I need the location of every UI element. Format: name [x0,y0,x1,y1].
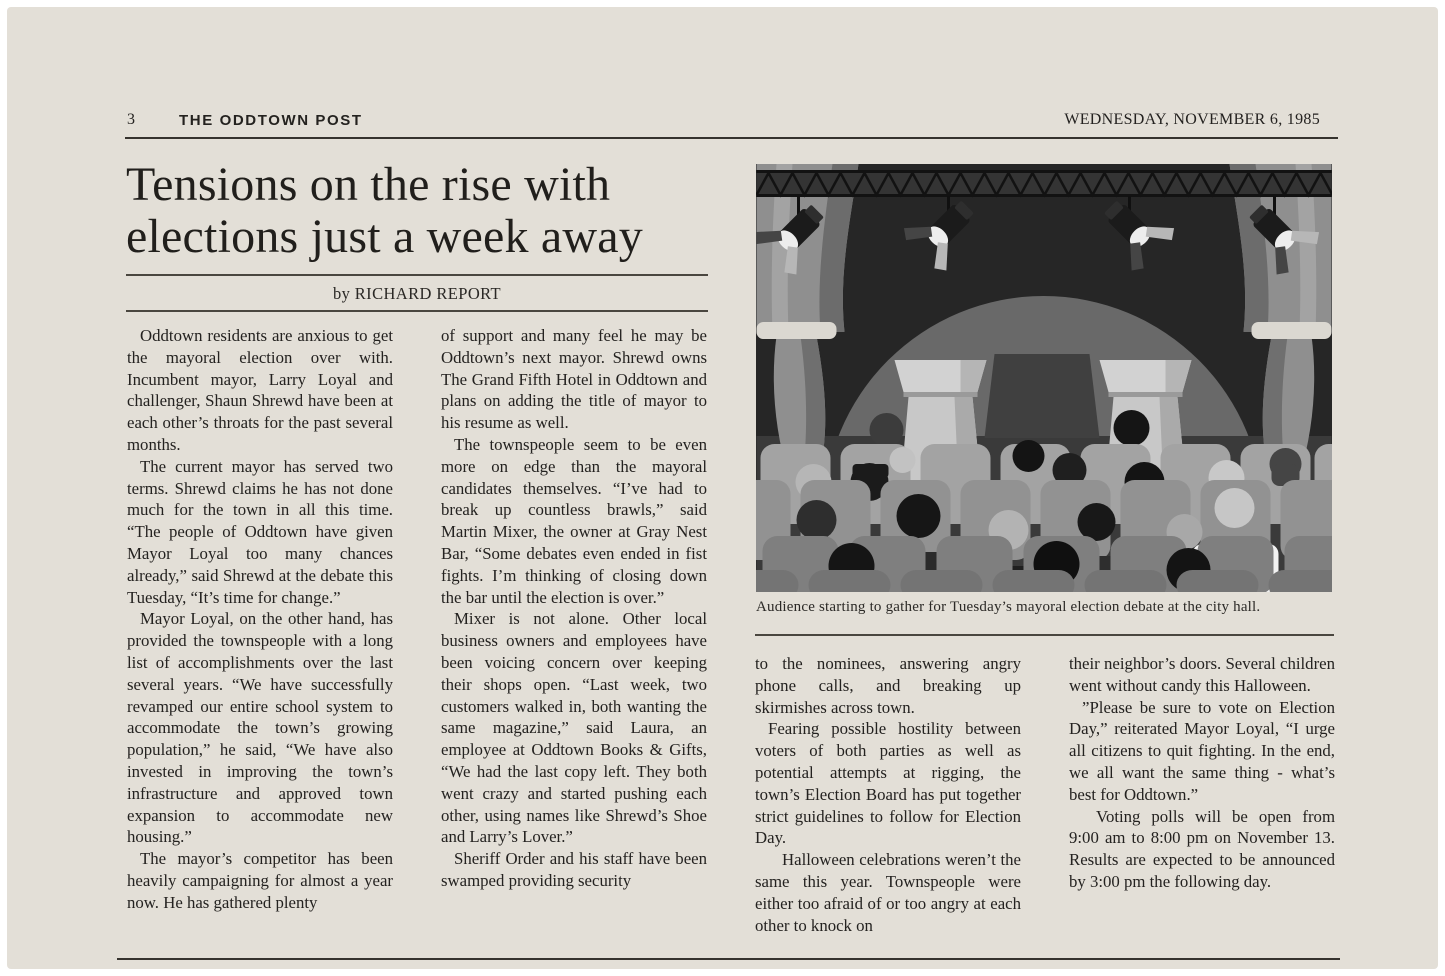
article-column-4 [1069,653,1335,893]
article-headline: Tensions on the rise with elections just a week away [126,158,644,263]
dateline: WEDNESDAY, NOVEMBER 6, 1985 [1064,111,1320,128]
article-paragraph: of support and many feel he may be Oddtown’s next mayor. Shrewd owns The Grand Fifth Hotel in Oddtown and plans on adding the title of mayor to his resume as well. [441,326,707,433]
article-column-3 [755,653,1021,936]
stage-illustration-svg [756,164,1332,592]
figure-caption: Audience starting to gather for Tuesday’s mayoral election debate at the city hall. [756,599,1261,615]
stage-center-shadow [985,354,1100,438]
header-rule [125,137,1338,139]
article-paragraph: The current mayor has served two terms. Shrewd claims he has not done much for the town in all this time. “The people of Oddtown have given Mayor Loyal too many chances already,” said Shrewd at the debate this Tuesday, “It’s time for change.” [127,456,393,607]
article-column-1 [127,325,393,914]
article-paragraph: Mixer is not alone. Other local business owners and employees have been voicing concern over keeping their shops open. “Last week, two customers walked in, both wanting the same magazine,” said Laura, an employee at Oddtown Books & Gifts, “We had the last copy left. They both went crazy and started pushing each other, using names like Shrewd’s Shoe and Larry’s Lover.” [441,609,707,847]
newspaper-masthead: THE ODDTOWN POST [179,112,363,129]
caption-rule [755,634,1334,636]
article-paragraph: Sheriff Order and his staff have been swamped providing security [441,849,707,890]
article-paragraph: Voting polls will be open from 9:00 am to 8:00 pm on November 13. Results are expected to be announced by 3:00 pm the following day. [1069,806,1335,891]
byline-rule [126,310,708,312]
article-paragraph: ”Please be sure to vote on Election Day,” reiterated Mayor Loyal, “I urge all citizens to quit fighting. In the end, we all want the same thing - what’s best for Oddtown.” [1069,697,1335,804]
newspaper-page [7,7,1438,969]
article-paragraph: Fearing possible hostility between voters of both parties as well as potential attempts at rigging, the town’s Election Board has put together strict guidelines to follow for Election Day. [755,719,1021,848]
article-column-2 [441,325,707,892]
article-paragraph: Oddtown residents are anxious to get the mayoral election over with. Incumbent mayor, Larry Loyal and challenger, Shaun Shrewd have been at each other’s throats for the past several months. [127,326,393,454]
article-paragraph: The mayor’s competitor has been heavily campaigning for almost a year now. He has gathered plenty [127,849,393,912]
article-paragraph: to the nominees, answering angry phone calls, and breaking up skirmishes across town. [755,654,1021,717]
article-paragraph: their neighbor’s doors. Several children went without candy this Halloween. [1069,654,1335,695]
article-paragraph: Halloween celebrations weren’t the same this year. Townspeople were either too afraid of or too angry at each other to knock on [755,850,1021,935]
footer-rule [117,958,1340,960]
article-paragraph: The townspeople seem to be even more on edge than the mayoral candidates themselves. “I’ve had to break up countless brawls,” said Martin Mixer, the owner at Gray Nest Bar, “Some debates even ended in fist fights. I’m thinking of closing down the bar until the election is over.” [441,434,707,607]
headline-rule [126,274,708,276]
article-paragraph: Mayor Loyal, on the other hand, has provided the townspeople with a long list of accomplishments over the last several years. “We have successfully revamped our entire school system to accommodate the town’s growing population,” he said, “We have also invested in improving the town’s infrastructure and approved town expansion to accommodate new housing.” [127,609,393,847]
page-number: 3 [127,111,135,128]
debate-stage-illustration [756,164,1332,592]
audience-seat-row [756,570,1332,592]
article-byline: by RICHARD REPORT [332,284,502,303]
